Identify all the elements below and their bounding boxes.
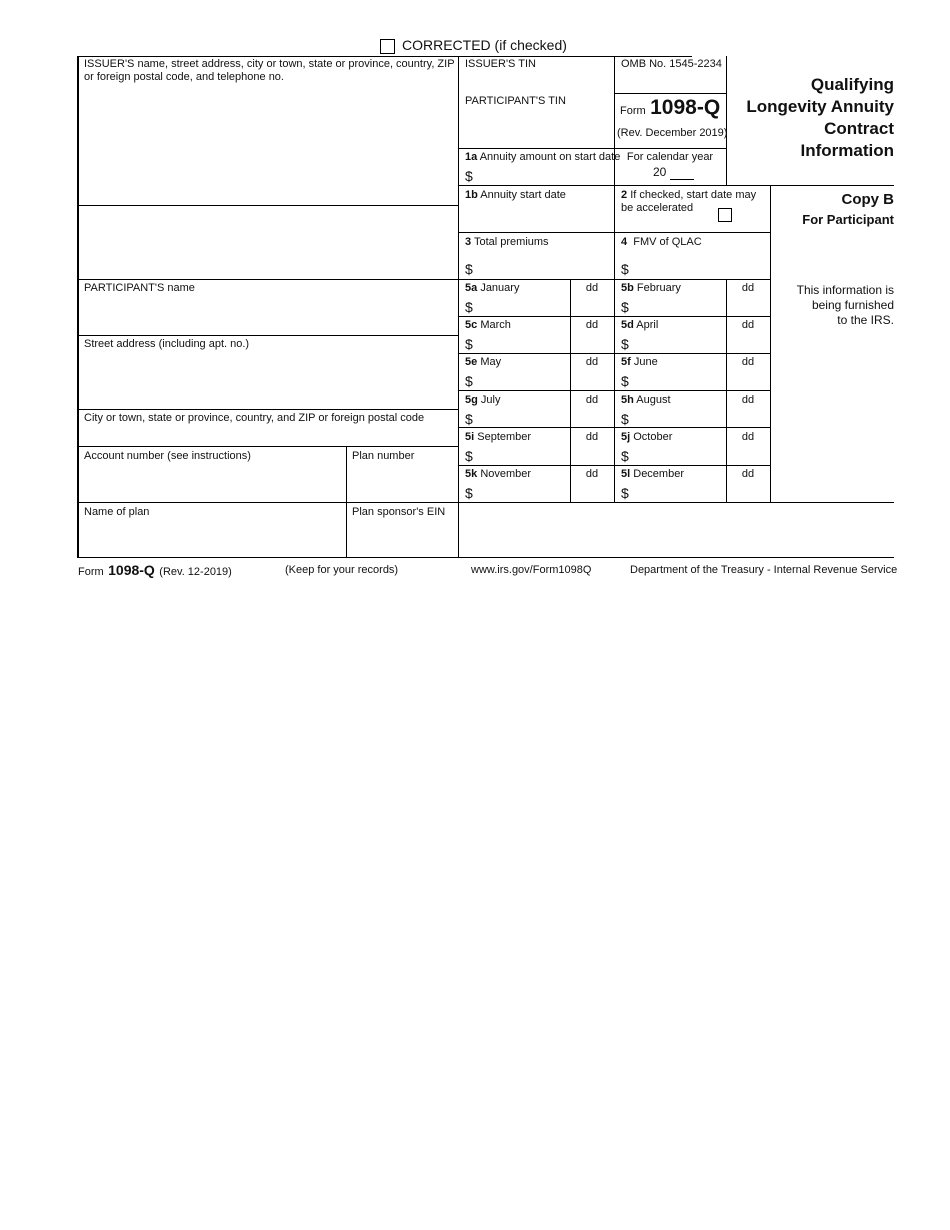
box-2-label xyxy=(621,189,763,215)
month-name: October xyxy=(633,431,673,443)
day-field[interactable] xyxy=(572,371,612,388)
footer-url[interactable]: www.irs.gov/Form1098Q xyxy=(471,564,592,576)
day-field[interactable] xyxy=(728,371,768,388)
amount-field[interactable] xyxy=(478,483,566,500)
box-1a-text: Annuity amount on start date xyxy=(479,151,621,163)
participant-name-field[interactable] xyxy=(80,297,456,333)
amount-field[interactable] xyxy=(478,334,566,351)
day-field[interactable] xyxy=(728,483,768,500)
currency-sign: $ xyxy=(465,336,473,352)
box-5g-label xyxy=(465,394,500,407)
calendar-year-field[interactable] xyxy=(670,165,694,180)
box-5e-label xyxy=(465,356,501,369)
info-note-line-1: This information is xyxy=(796,283,894,297)
box-4-currency: $ xyxy=(621,261,629,277)
calendar-year-label: For calendar year xyxy=(626,151,714,163)
amount-field[interactable] xyxy=(634,334,722,351)
title-line-3: Contract xyxy=(824,119,894,138)
month-name: March xyxy=(480,319,511,331)
name-of-plan-field[interactable] xyxy=(80,521,344,555)
box-number: 5e xyxy=(465,356,478,368)
month-name: April xyxy=(636,319,659,331)
box-1b-number: 1b xyxy=(465,189,478,201)
day-label: dd xyxy=(741,394,755,406)
box-number: 5i xyxy=(465,431,475,443)
plan-sponsor-ein-field[interactable] xyxy=(348,521,456,555)
participant-tin-field[interactable] xyxy=(461,110,611,146)
box-5f-label xyxy=(621,356,658,369)
day-label: dd xyxy=(585,282,599,294)
box-number: 5l xyxy=(621,468,631,480)
omb-number: OMB No. 1545-2234 xyxy=(621,58,722,70)
title-line-1: Qualifying xyxy=(810,75,894,94)
box-5l-cell xyxy=(614,465,770,502)
day-field[interactable] xyxy=(572,297,612,314)
amount-field[interactable] xyxy=(478,409,566,426)
plan-sponsor-ein-label: Plan sponsor's EIN xyxy=(352,506,446,518)
issuer-tin-label: ISSUER'S TIN xyxy=(465,58,536,70)
box-5c-label xyxy=(465,319,511,332)
copy-title: Copy B xyxy=(841,191,894,208)
day-field[interactable] xyxy=(572,409,612,426)
issuer-tin-field[interactable] xyxy=(461,72,611,92)
amount-field[interactable] xyxy=(634,409,722,426)
box-5g-cell xyxy=(458,391,614,428)
box-3-text: Total premiums xyxy=(473,236,549,248)
amount-field[interactable] xyxy=(634,297,722,314)
currency-sign: $ xyxy=(465,299,473,315)
amount-field[interactable] xyxy=(634,446,722,463)
box-5d-cell xyxy=(614,316,770,353)
box-5e-cell xyxy=(458,353,614,390)
title-line-4: Information xyxy=(800,141,894,160)
calendar-year-prefix: 20 xyxy=(653,165,667,179)
box-number: 5k xyxy=(465,468,478,480)
box-2-text: If checked, start date may be accelerated xyxy=(621,189,757,214)
day-label: dd xyxy=(741,431,755,443)
box-5k-cell xyxy=(458,465,614,502)
box-5j-cell xyxy=(614,428,770,465)
issuer-info-label: ISSUER'S name, street address, city or town, state or province, country, ZIP or foreign postal code, and telephone no. xyxy=(84,58,455,83)
box-4-number: 4 xyxy=(621,236,628,248)
corrected-label: CORRECTED (if checked) xyxy=(402,37,567,53)
box-number: 5b xyxy=(621,282,634,294)
box-5h-label xyxy=(621,394,671,407)
form-title xyxy=(728,74,894,162)
info-note xyxy=(772,283,894,328)
form-id xyxy=(620,96,720,120)
day-field[interactable] xyxy=(728,446,768,463)
currency-sign: $ xyxy=(465,411,473,427)
box-4-text: FMV of QLAC xyxy=(633,236,702,248)
street-address-label: Street address (including apt. no.) xyxy=(84,338,250,350)
box-5k-label xyxy=(465,468,531,481)
info-note-line-2: being furnished xyxy=(811,298,894,312)
day-label: dd xyxy=(741,468,755,480)
box-number: 5a xyxy=(465,282,478,294)
day-field[interactable] xyxy=(572,334,612,351)
form-number: 1098-Q xyxy=(650,96,721,119)
account-number-field[interactable] xyxy=(80,465,344,500)
box-1b-label xyxy=(465,189,566,202)
day-field[interactable] xyxy=(572,446,612,463)
box-number: 5f xyxy=(621,356,631,368)
footer-revision: (Rev. 12-2019) xyxy=(159,566,232,578)
box-3-number: 3 xyxy=(465,236,472,248)
box-5a-label xyxy=(465,282,519,295)
amount-field[interactable] xyxy=(634,483,722,500)
amount-field[interactable] xyxy=(634,371,722,388)
box-3-currency: $ xyxy=(465,261,473,277)
box-5h-cell xyxy=(614,391,770,428)
amount-field[interactable] xyxy=(478,297,566,314)
plan-number-field[interactable] xyxy=(348,465,456,500)
month-name: July xyxy=(480,394,501,406)
box-number: 5g xyxy=(465,394,478,406)
city-field[interactable] xyxy=(80,427,456,444)
footer-keep: (Keep for your records) xyxy=(285,564,399,576)
box-2-number: 2 xyxy=(621,189,628,201)
day-label: dd xyxy=(741,356,755,368)
box-4-label xyxy=(621,236,702,249)
box-1a-number: 1a xyxy=(465,151,478,163)
box-5d-label xyxy=(621,319,658,332)
day-label: dd xyxy=(585,356,599,368)
issuer-info-field[interactable] xyxy=(80,86,456,203)
month-name: September xyxy=(477,431,532,443)
box-5j-label xyxy=(621,431,672,444)
box-number: 5h xyxy=(621,394,634,406)
month-name: June xyxy=(633,356,658,368)
box-number: 5d xyxy=(621,319,634,331)
form-revision: (Rev. December 2019) xyxy=(617,127,728,139)
info-note-line-3: to the IRS. xyxy=(837,313,894,327)
box-number: 5j xyxy=(621,431,631,443)
participant-name-label: PARTICIPANT'S name xyxy=(84,282,195,294)
box-3-label xyxy=(465,236,549,249)
box-5i-label xyxy=(465,431,531,444)
month-name: February xyxy=(636,282,681,294)
footer-form-number: 1098-Q xyxy=(108,562,155,578)
day-label: dd xyxy=(585,468,599,480)
box-4-field[interactable] xyxy=(634,258,766,277)
day-field[interactable] xyxy=(728,334,768,351)
amount-field[interactable] xyxy=(478,446,566,463)
box-5a-cell xyxy=(458,279,614,316)
month-name: November xyxy=(480,468,532,480)
day-label: dd xyxy=(585,319,599,331)
box-1b-text: Annuity start date xyxy=(480,189,566,201)
box-1a-label xyxy=(465,151,620,164)
plan-number-label: Plan number xyxy=(352,450,415,462)
currency-sign: $ xyxy=(621,336,629,352)
box-1b-field[interactable] xyxy=(461,205,611,230)
amount-field[interactable] xyxy=(478,371,566,388)
box-1a-currency: $ xyxy=(465,168,473,184)
month-name: January xyxy=(480,282,520,294)
footer-form-id xyxy=(78,562,232,580)
box-1a-field[interactable] xyxy=(478,166,610,184)
name-of-plan-label: Name of plan xyxy=(84,506,150,518)
currency-sign: $ xyxy=(621,485,629,501)
participant-tin-label: PARTICIPANT'S TIN xyxy=(465,95,566,107)
month-name: May xyxy=(480,356,502,368)
currency-sign: $ xyxy=(621,299,629,315)
currency-sign: $ xyxy=(621,373,629,389)
day-label: dd xyxy=(741,282,755,294)
account-number-label: Account number (see instructions) xyxy=(84,450,251,462)
day-field[interactable] xyxy=(728,297,768,314)
copy-subtitle: For Participant xyxy=(802,212,894,227)
issuer-continuation-field[interactable] xyxy=(80,208,456,277)
day-label: dd xyxy=(585,431,599,443)
title-line-2: Longevity Annuity xyxy=(746,97,894,116)
day-label: dd xyxy=(741,319,755,331)
box-5i-cell xyxy=(458,428,614,465)
month-name: December xyxy=(633,468,684,480)
box-5l-label xyxy=(621,468,684,481)
corrected-checkbox[interactable] xyxy=(380,39,395,54)
form-prefix: Form xyxy=(620,105,646,117)
day-label: dd xyxy=(585,394,599,406)
box-3-field[interactable] xyxy=(478,258,610,277)
month-name: August xyxy=(636,394,671,406)
day-field[interactable] xyxy=(572,483,612,500)
currency-sign: $ xyxy=(465,485,473,501)
box-5f-cell xyxy=(614,353,770,390)
footer-form-prefix: Form xyxy=(78,566,104,578)
box-5b-cell xyxy=(614,279,770,316)
day-field[interactable] xyxy=(728,409,768,426)
street-address-field[interactable] xyxy=(80,353,456,407)
city-label: City or town, state or province, country, and ZIP or foreign postal code xyxy=(84,412,425,424)
box-5c-cell xyxy=(458,316,614,353)
currency-sign: $ xyxy=(621,411,629,427)
currency-sign: $ xyxy=(621,448,629,464)
currency-sign: $ xyxy=(465,373,473,389)
box-2-checkbox[interactable] xyxy=(718,208,732,222)
box-number: 5c xyxy=(465,319,478,331)
currency-sign: $ xyxy=(465,448,473,464)
footer-department: Department of the Treasury - Internal Revenue Service xyxy=(630,564,898,576)
box-5b-label xyxy=(621,282,681,295)
